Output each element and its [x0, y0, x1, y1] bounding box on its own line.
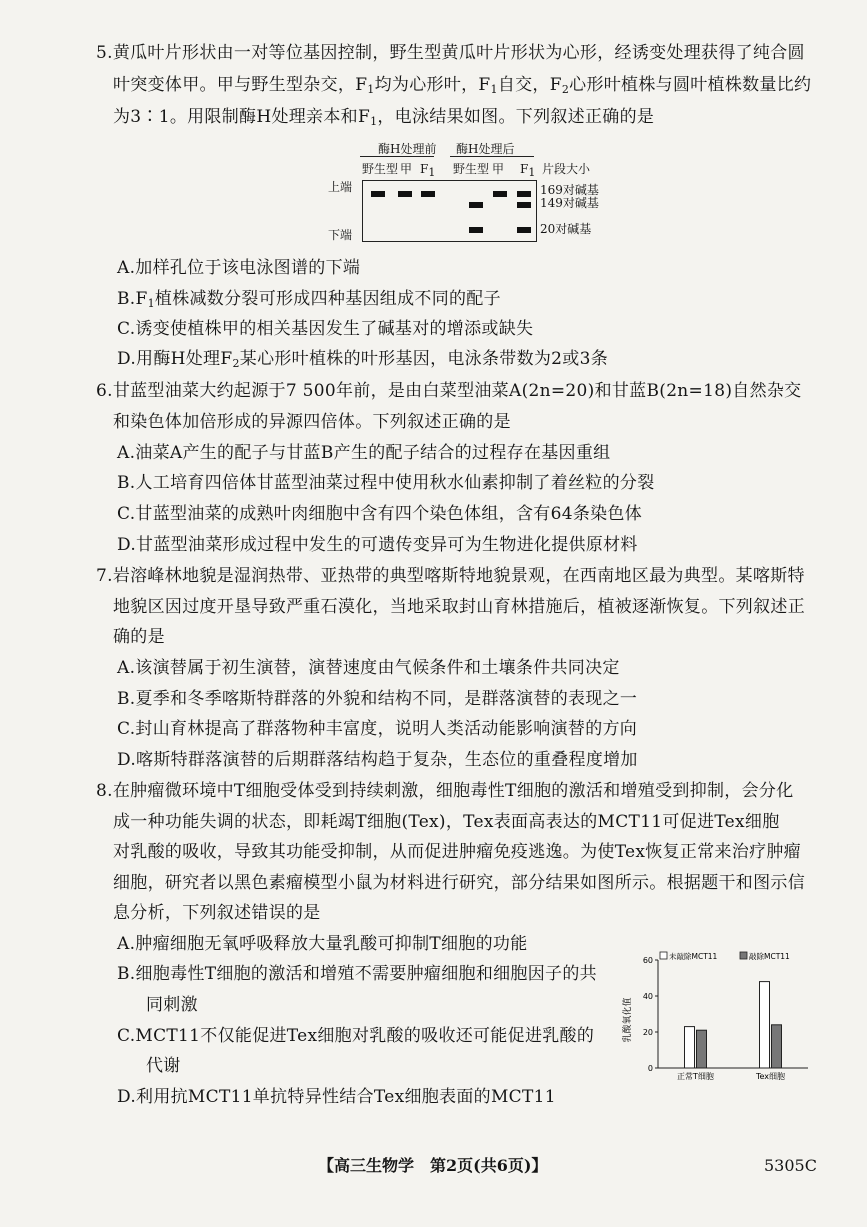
gel-top-label: 上端 — [328, 180, 353, 194]
gel-lane-wild-after: 野生型 — [453, 162, 490, 176]
q7-option-c: C.封山育林提高了群落物种丰富度，说明人类活动能影响演替的方向 — [117, 719, 638, 739]
gel-size-header: 片段大小 — [542, 162, 591, 176]
lactate-bar-chart — [620, 948, 820, 1088]
gel-before-label: 酶H处理前 — [378, 142, 437, 156]
gel-before-underline — [360, 156, 434, 157]
gel-lane-jia-after: 甲 — [492, 162, 505, 176]
gel-lane-f1-after: $F_1$ — [520, 162, 536, 179]
q8-option-b-line2: 同刺激 — [146, 995, 198, 1015]
band-f1-after-149 — [517, 202, 531, 208]
chart-legend-label: 敲除MCT11 — [749, 952, 790, 961]
band-f1-after-20 — [517, 227, 531, 233]
chart-bar — [697, 1030, 707, 1068]
q7-stem-line3: 确的是 — [113, 627, 165, 647]
chart-legend-swatch — [740, 952, 747, 959]
chart-legend — [660, 951, 790, 961]
q8-option-b-line1: B.细胞毒性T细胞的激活和增殖不需要肿瘤细胞和细胞因子的共 — [117, 964, 597, 984]
chart-y-tick-label: 20 — [642, 1028, 653, 1037]
q7-stem-line2: 地貌区因过度开垦导致严重石漠化，当地采取封山育林措施后，植被逐渐恢复。下列叙述正 — [113, 597, 805, 617]
q6-option-c: C.甘蓝型油菜的成熟叶肉细胞中含有四个染色体组，含有64条染色体 — [117, 504, 643, 524]
gel-lane-f1-before: $F_1$ — [420, 162, 436, 179]
chart-bar — [772, 1025, 782, 1068]
q5-stem-line2: 叶突变体甲。甲与野生型杂交，$F_1$均为心形叶，$F_1$自交，$F_2$心形叶植株与圆叶植株数量比约 — [113, 75, 812, 96]
band-wild-after-149 — [469, 202, 483, 208]
gel-after-label: 酶H处理后 — [456, 142, 515, 156]
chart-bar — [685, 1027, 695, 1068]
chart-x-tick-label: Tex细胞 — [755, 1072, 786, 1081]
electrophoresis-figure — [326, 140, 616, 250]
q5-option-c: C.诱变使植株甲的相关基因发生了碱基对的增添或缺失 — [117, 319, 534, 339]
gel-bottom-label: 下端 — [328, 228, 353, 242]
q7-option-b: B.夏季和冬季喀斯特群落的外貌和结构不同，是群落演替的表现之一 — [117, 689, 638, 709]
page-footer-title: 【高三生物学 第2页(共6页)】 — [318, 1156, 548, 1175]
page-footer-code: 5305C — [764, 1156, 817, 1175]
chart-y-tick-label: 40 — [642, 992, 653, 1001]
gel-size-149: 149对碱基 — [540, 196, 599, 210]
chart-y-tick-label: 0 — [647, 1064, 653, 1073]
q8-stem-line4: 细胞，研究者以黑色素瘤模型小鼠为材料进行研究，部分结果如图所示。根据题干和图示信 — [113, 873, 805, 893]
q5-option-b: $B.F_1$植株减数分裂可形成四种基因组成不同的配子 — [117, 289, 501, 310]
q6-option-a: A.油菜A产生的配子与甘蓝B产生的配子结合的过程存在基因重组 — [117, 443, 611, 463]
q8-stem-line3: 对乳酸的吸收，导致其功能受抑制，从而促进肿瘤免疫逃逸。为使Tex恢复正常来治疗肿瘤 — [113, 842, 801, 862]
band-f1-after-169 — [517, 191, 531, 197]
q8-stem-line5: 息分析，下列叙述错误的是 — [113, 903, 321, 923]
gel-size-169: 169对碱基 — [540, 183, 599, 197]
chart-bar — [760, 982, 770, 1068]
gel-size-20: 20对碱基 — [540, 222, 592, 236]
q8-stem-line1: 8.在肿瘤微环境中T细胞受体受到持续刺激，细胞毒性T细胞的激活和增殖受到抑制，会分化 — [96, 781, 794, 801]
q6-option-d: D.甘蓝型油菜形成过程中发生的可遗传变异可为生物进化提供原材料 — [117, 535, 638, 555]
chart-y-axis-label: 乳酸氧化值 — [623, 997, 633, 1043]
band-jia-after-169 — [493, 191, 507, 197]
chart-axes — [643, 956, 808, 1073]
q5-stem-line1: 5.黄瓜叶片形状由一对等位基因控制，野生型黄瓜叶片形状为心形，经诱变处理获得了纯合圆 — [96, 43, 805, 63]
chart-legend-label: 未敲除MCT11 — [669, 952, 718, 961]
chart-x-tick-label: 正常T细胞 — [677, 1072, 714, 1081]
chart-bars — [677, 982, 785, 1081]
q5-option-d: D.用酶H处理$F_2$某心形叶植株的叶形基因，电泳条带数为2或3条 — [117, 349, 608, 370]
q6-stem-line2: 和染色体加倍形成的异源四倍体。下列叙述正确的是 — [113, 412, 511, 432]
chart-legend-swatch — [660, 952, 667, 959]
band-wild-after-20 — [469, 227, 483, 233]
q5-option-a: A.加样孔位于该电泳图谱的下端 — [117, 258, 361, 278]
band-wild-before-169 — [371, 191, 385, 197]
q7-stem-line1: 7.岩溶峰林地貌是湿润热带、亚热带的典型喀斯特地貌景观，在西南地区最为典型。某喀斯特 — [96, 566, 805, 586]
q8-option-a: A.肿瘤细胞无氧呼吸释放大量乳酸可抑制T细胞的功能 — [117, 934, 528, 954]
chart-y-tick-label: 60 — [642, 956, 653, 965]
q7-option-a: A.该演替属于初生演替，演替速度由气候条件和土壤条件共同决定 — [117, 658, 620, 678]
q6-option-b: B.人工培育四倍体甘蓝型油菜过程中使用秋水仙素抑制了着丝粒的分裂 — [117, 473, 655, 493]
band-f1-before-169 — [421, 191, 435, 197]
gel-box — [362, 180, 537, 242]
q5-stem-line3: 为3∶1。用限制酶H处理亲本和$F_1$，电泳结果如图。下列叙述正确的是 — [113, 107, 655, 128]
q8-option-c-line2: 代谢 — [146, 1056, 181, 1076]
q8-stem-line2: 成一种功能失调的状态，即耗竭T细胞(Tex)，Tex表面高表达的MCT11可促进Tex细胞 — [113, 812, 780, 832]
gel-lane-jia-before: 甲 — [400, 162, 413, 176]
q8-option-d: D.利用抗MCT11单抗特异性结合Tex细胞表面的MCT11 — [117, 1087, 556, 1107]
q7-option-d: D.喀斯特群落演替的后期群落结构趋于复杂，生态位的重叠程度增加 — [117, 750, 638, 770]
gel-after-underline — [450, 156, 534, 157]
band-jia-before-169 — [398, 191, 412, 197]
q6-stem-line1: 6.甘蓝型油菜大约起源于7 500年前，是由白菜型油菜A(2n=20)和甘蓝B(2n=18)自然杂交 — [96, 381, 802, 401]
gel-lane-wild-before: 野生型 — [362, 162, 399, 176]
q8-option-c-line1: C.MCT11不仅能促进Tex细胞对乳酸的吸收还可能促进乳酸的 — [117, 1026, 595, 1046]
